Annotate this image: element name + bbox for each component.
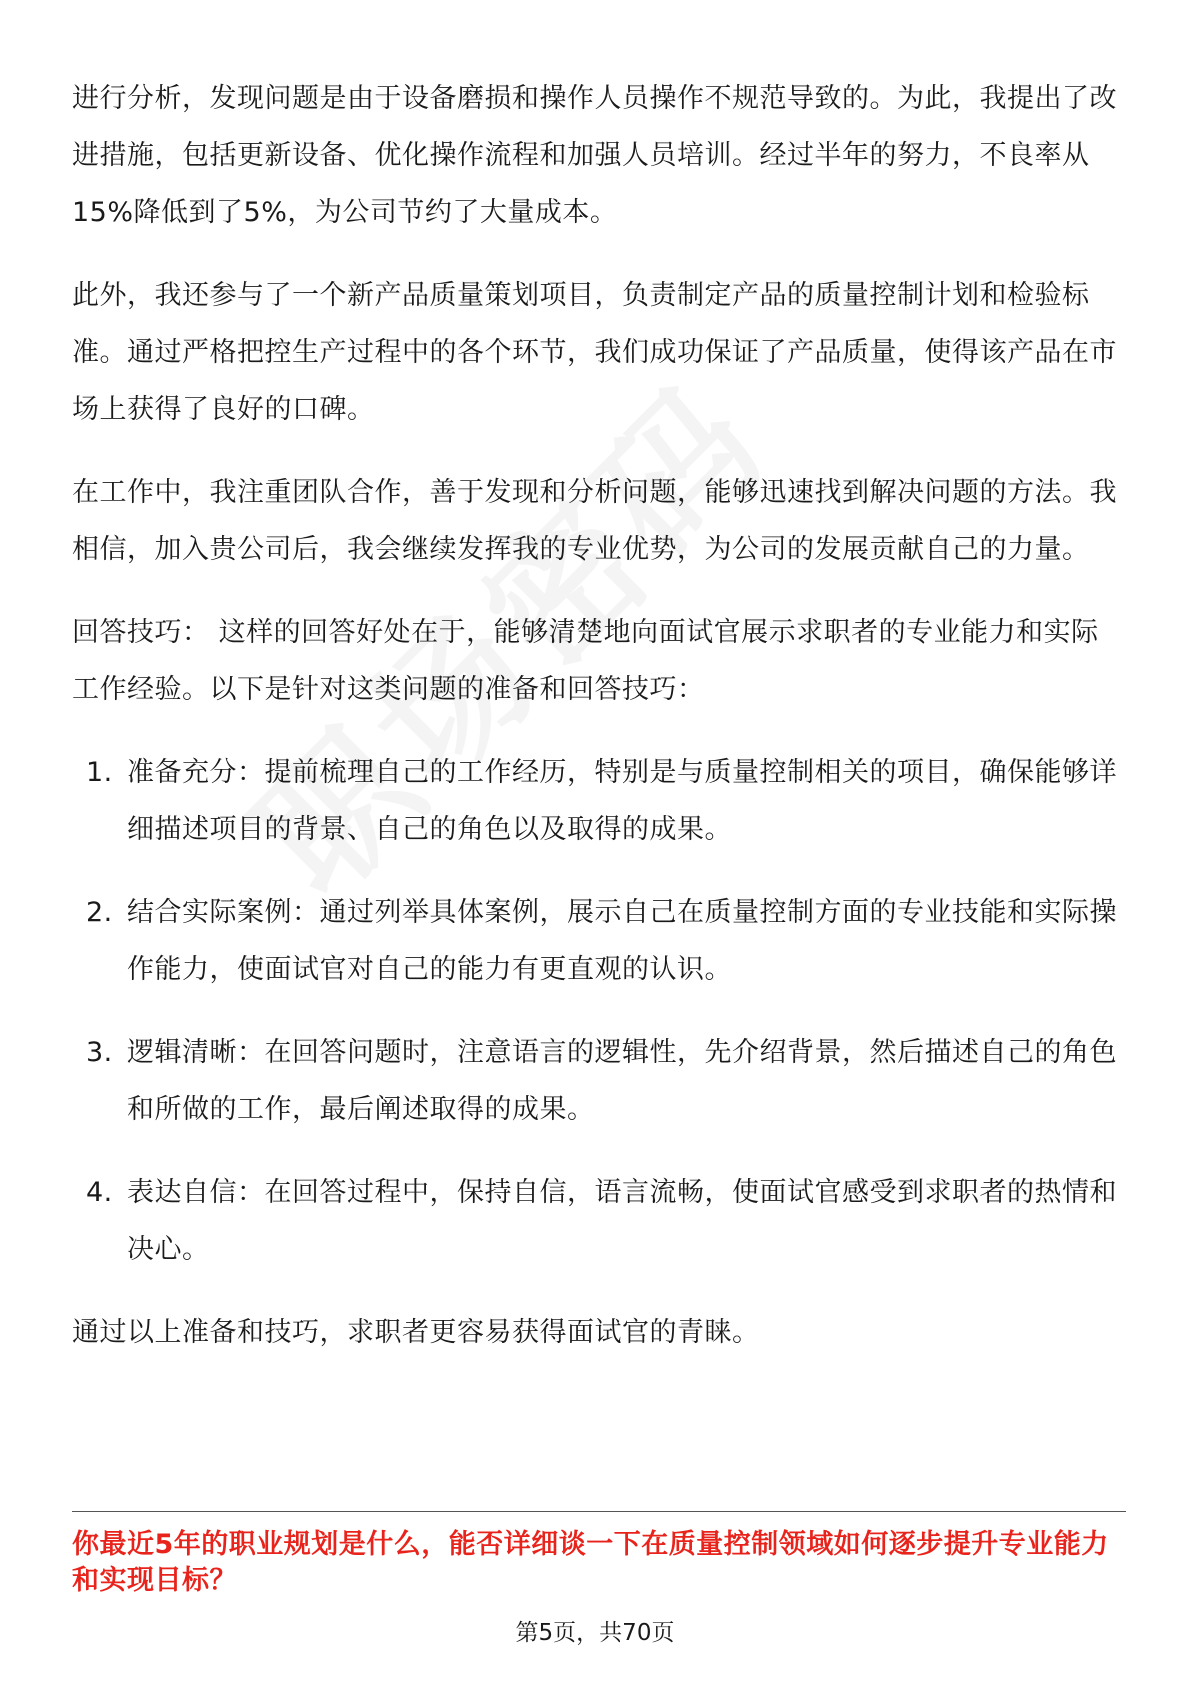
paragraph-analysis: 进行分析，发现问题是由于设备磨损和操作人员操作不规范导致的。为此，我提出了改进措施，包括更新设备、优化操作流程和加强人员培训。经过半年的努力，不良率从15%降低到了5%，为公司节约了大量成本。 [72, 83, 1117, 228]
next-question-heading: 你最近5年的职业规划是什么，能否详细谈一下在质量控制领域如何逐步提升专业能力和实现目标？ [72, 1529, 1109, 1596]
list-item-number: 3. [86, 1037, 113, 1068]
page-content [72, 70, 1118, 1387]
list-item-text: 逻辑清晰：在回答问题时，注意语言的逻辑性，先介绍背景，然后描述自己的角色和所做的工作，最后阐述取得的成果。 [127, 1037, 1117, 1125]
list-item-number: 2. [86, 897, 113, 928]
list-item [72, 1024, 1118, 1138]
list-item-text: 结合实际案例：通过列举具体案例，展示自己在质量控制方面的专业技能和实际操作能力，使面试官对自己的能力有更直观的认识。 [127, 897, 1117, 985]
list-item [72, 744, 1118, 858]
section-divider [72, 1511, 1126, 1512]
list-item [72, 884, 1118, 998]
paragraph-closing: 通过以上准备和技巧，求职者更容易获得面试官的青睐。 [72, 1317, 760, 1348]
list-item [72, 1164, 1118, 1278]
list-item-number: 4. [86, 1177, 113, 1208]
paragraph-quality-project: 此外，我还参与了一个新产品质量策划项目，负责制定产品的质量控制计划和检验标准。通过严格把控生产过程中的各个环节，我们成功保证了产品质量，使得该产品在市场上获得了良好的口碑。 [72, 280, 1117, 425]
list-item-text: 准备充分：提前梳理自己的工作经历，特别是与质量控制相关的项目，确保能够详细描述项目的背景、自己的角色以及取得的成果。 [127, 757, 1117, 845]
paragraph-answer-tips: 回答技巧： 这样的回答好处在于，能够清楚地向面试官展示求职者的专业能力和实际工作经验。以下是针对这类问题的准备和回答技巧： [72, 617, 1099, 705]
tips-list [72, 744, 1118, 1278]
page-number-footer: 第5页，共70页 [515, 1620, 675, 1646]
list-item-number: 1. [86, 757, 113, 788]
paragraph-teamwork: 在工作中，我注重团队合作，善于发现和分析问题，能够迅速找到解决问题的方法。我相信，加入贵公司后，我会继续发挥我的专业优势，为公司的发展贡献自己的力量。 [72, 477, 1117, 565]
list-item-text: 表达自信：在回答过程中，保持自信，语言流畅，使面试官感受到求职者的热情和决心。 [127, 1177, 1117, 1265]
